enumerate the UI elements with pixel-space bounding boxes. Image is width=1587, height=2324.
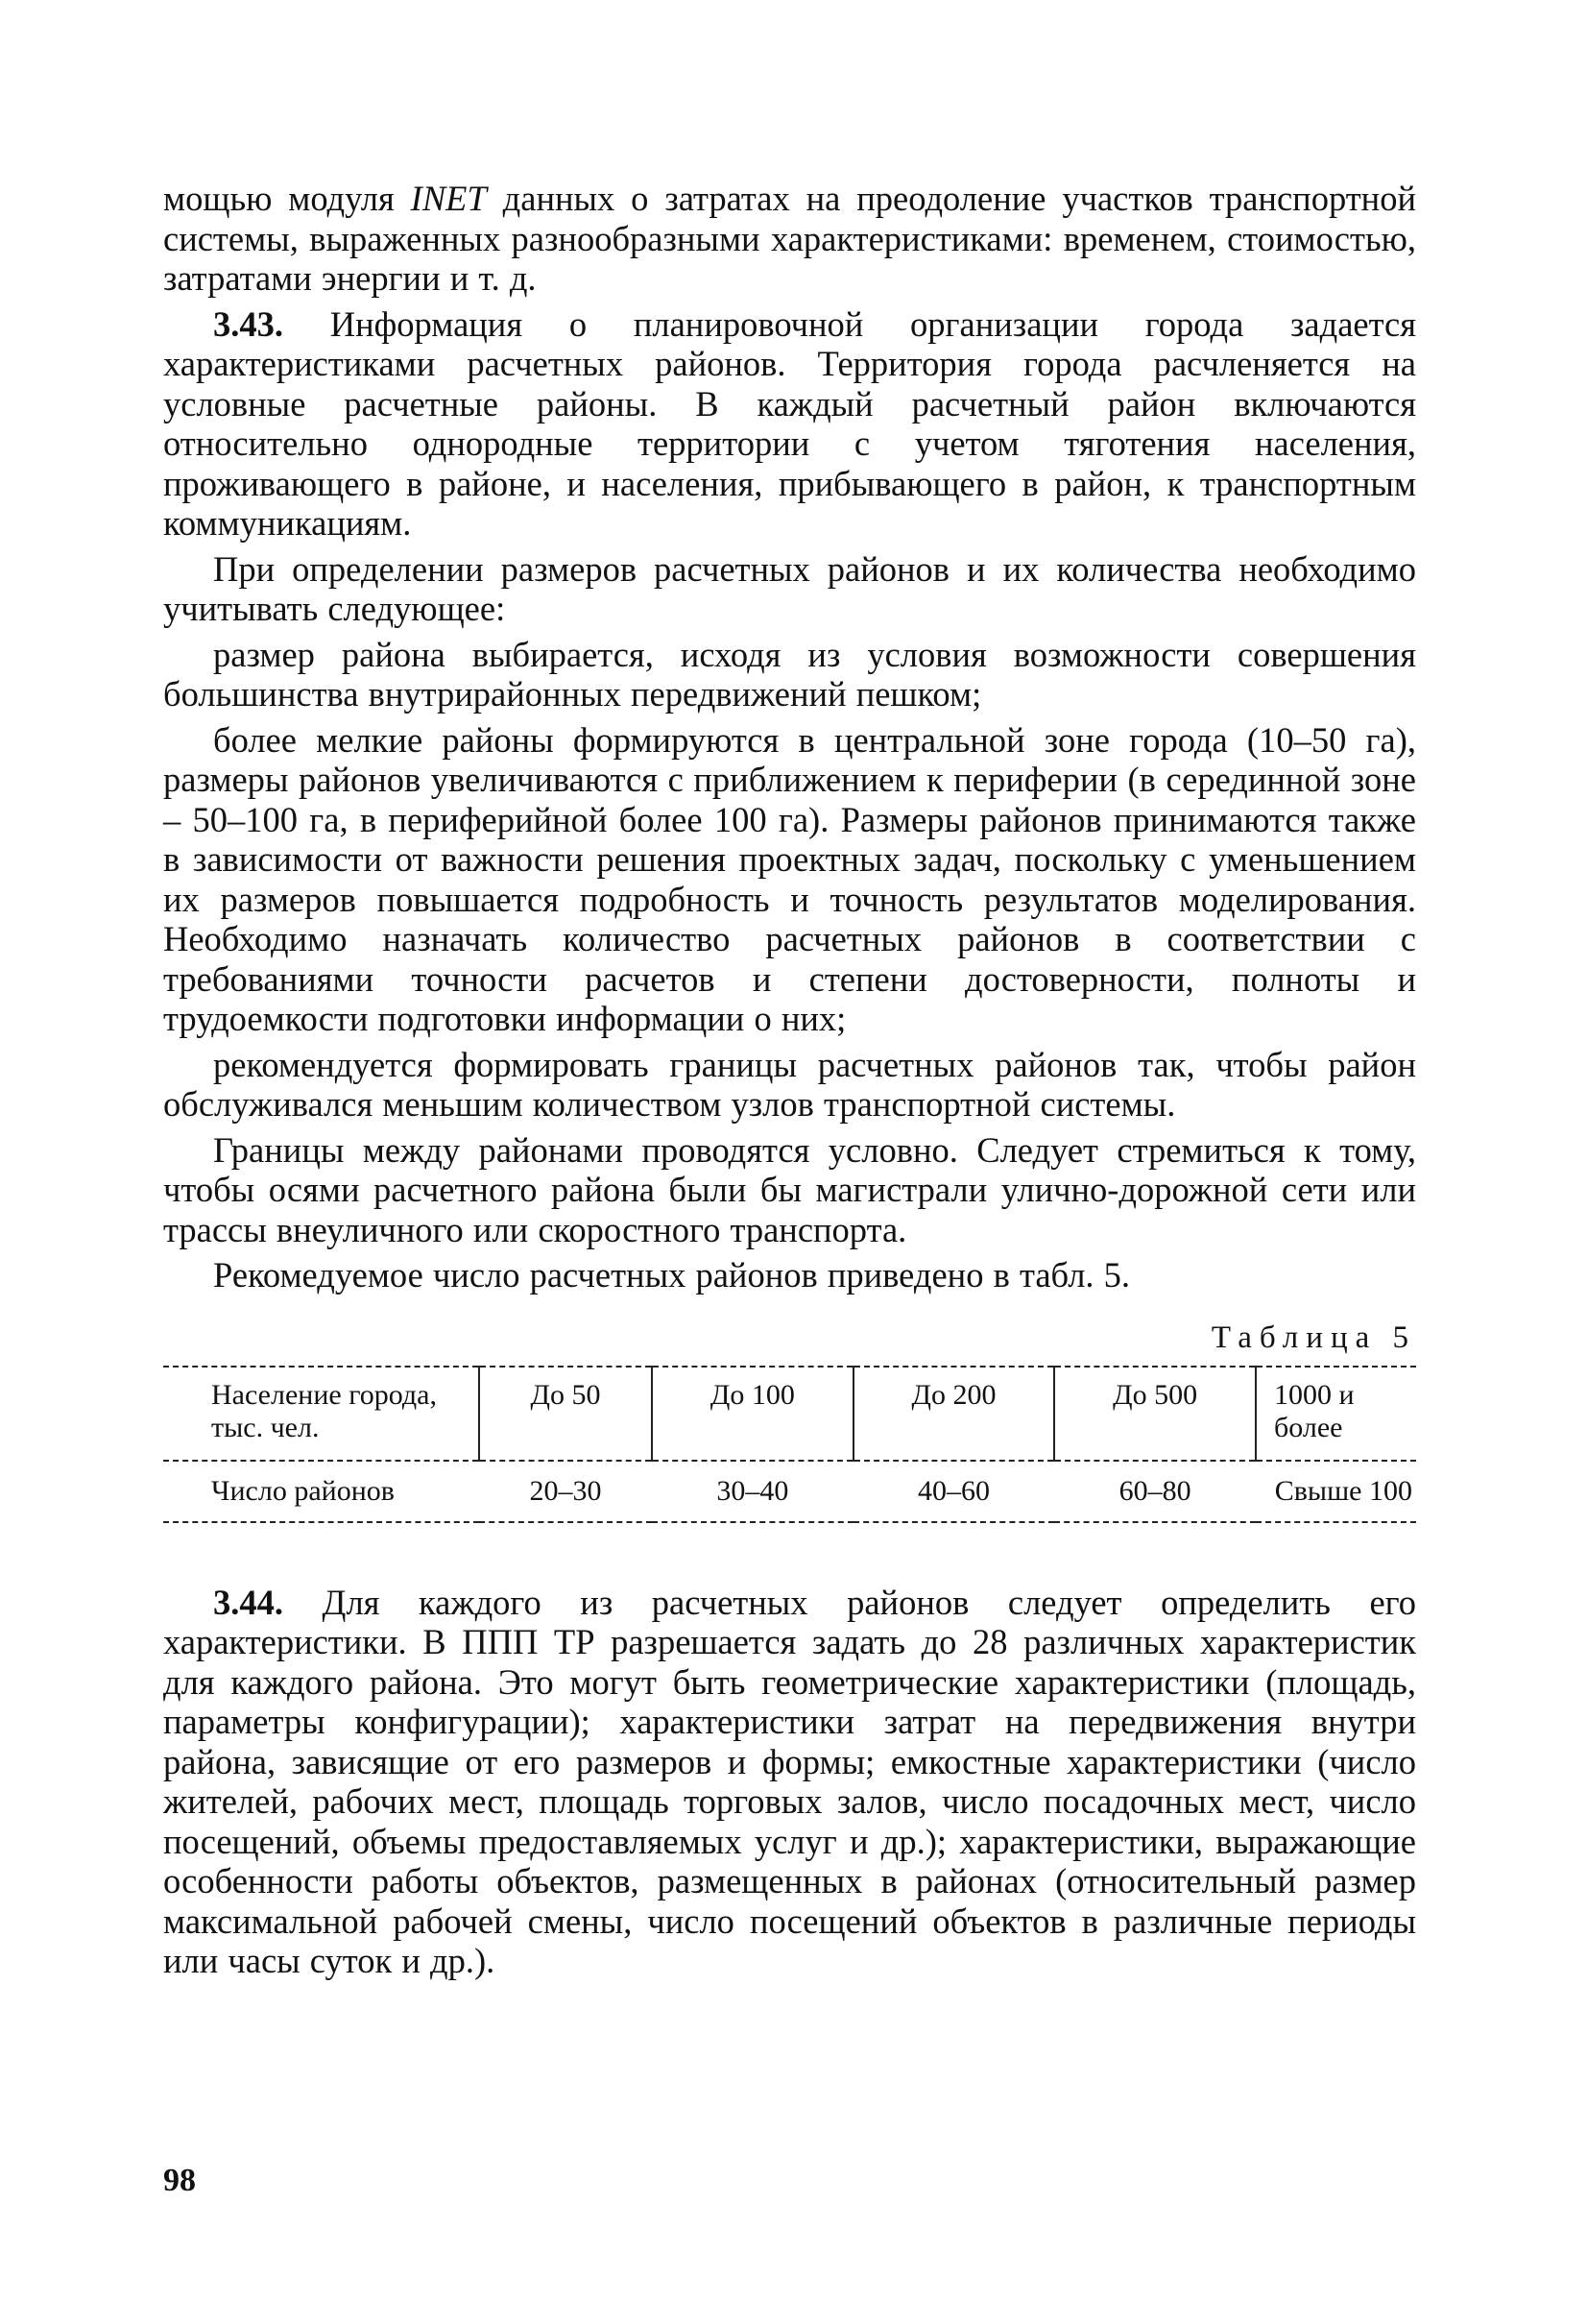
table-cell: 30–40 [716,1474,789,1507]
table-row [163,1461,1416,1522]
list-item: рекомендуется формировать границы расчетных районов так, чтобы район обслуживался меньшим количеством узлов транспортной системы. [163,1044,1416,1124]
list-item: более мелкие районы формируются в центральной зоне города (10–50 га), размеры районов увеличиваются с приближением к периферии (в серединной зоне – 50–100 га, в периферийной более 100 га). Размеры районов принимаются также в зависимости от важности решения проектных задач, поскольку с уменьшением их размеров повышается подробность и точность результатов моделирования. Необходимо назначать количество расчетных районов в соответствии с требованиями точности расчетов и степени достоверности, полноты и трудоемкости подготовки информации о них; [163,719,1416,1038]
text-run: мощью модуля [163,179,411,218]
table-cell: Свыше 100 [1274,1474,1412,1507]
table-cell: 40–60 [917,1474,990,1507]
paragraph-3-44 [163,1583,1416,1981]
paragraph-text: Для каждого из расчетных районов следует определить его характеристики. В ППП ТР разрешается задать до 28 различных характеристик для каждого района. Это могут быть геометрические характеристики (площадь, параметры конфигурации); характеристики затрат на передвижения внутри района, зависящие от его размеров и формы; емкостные характеристики (число жителей, рабочих мест, площадь торговых залов, число посадочных мест, число посещений, объемы предоставляемых услуг и др.); характеристики, выражающие особенности работы объектов, размещенных в районах (относительный размер максимальной рабочей смены, число посещений объектов в различные периоды или часы суток и др.). [163,1582,1416,1980]
paragraph: При определении размеров расчетных районов и их количества необходимо учитывать следующее: [163,548,1416,628]
table-header-row [163,1367,1416,1461]
paragraph: Границы между районами проводятся условно. Следует стремиться к тому, чтобы осями расчетного района были бы магистрали улично-дорожной сети или трассы внеуличного или скоростного транспорта. [163,1129,1416,1249]
header-cell: До 500 [1054,1367,1256,1461]
header-cell-population: Население города, тыс. чел. [211,1378,437,1443]
section-number: 3.44. [213,1582,283,1622]
table-reference: Рекомедуемое число расчетных районов приведено в табл. 5. [213,1255,1131,1295]
text-run: данных о затратах на преодоление участков транспортной системы, выраженных разнообразными характеристиками: временем, стоимостью, затратами энергии и т. д. [163,179,1416,298]
page-number: 98 [163,2163,196,2198]
header-cell: До 200 [854,1367,1055,1461]
table-caption: Таблица 5 [1211,1319,1416,1355]
header-cell: До 50 [479,1367,652,1461]
header-cell: 1000 и более [1256,1367,1416,1461]
paragraph-text: Информация о планировочной организации города задается характеристиками расчетных районов. Территория города расчленяется на условные расчетные районы. В каждый расчетный район включаются относительно однородные территории с учетом тяготения населения, проживающего в районе, и населения, прибывающего в район, к транспортным коммуникациям. [163,303,1416,543]
module-name: INET [410,179,487,218]
page-body [163,179,1416,1987]
paragraph-continuation [163,179,1416,299]
row-label: Число районов [211,1474,395,1507]
paragraph-3-43 [163,304,1416,544]
table-cell: 20–30 [529,1474,602,1507]
table-cell: 60–80 [1118,1474,1191,1507]
header-cell: До 100 [652,1367,854,1461]
list-item: размер района выбирается, исходя из условия возможности совершения большинства внутрирайонных передвижений пешком; [163,634,1416,714]
districts-table [163,1366,1416,1523]
section-number: 3.43. [213,303,283,344]
